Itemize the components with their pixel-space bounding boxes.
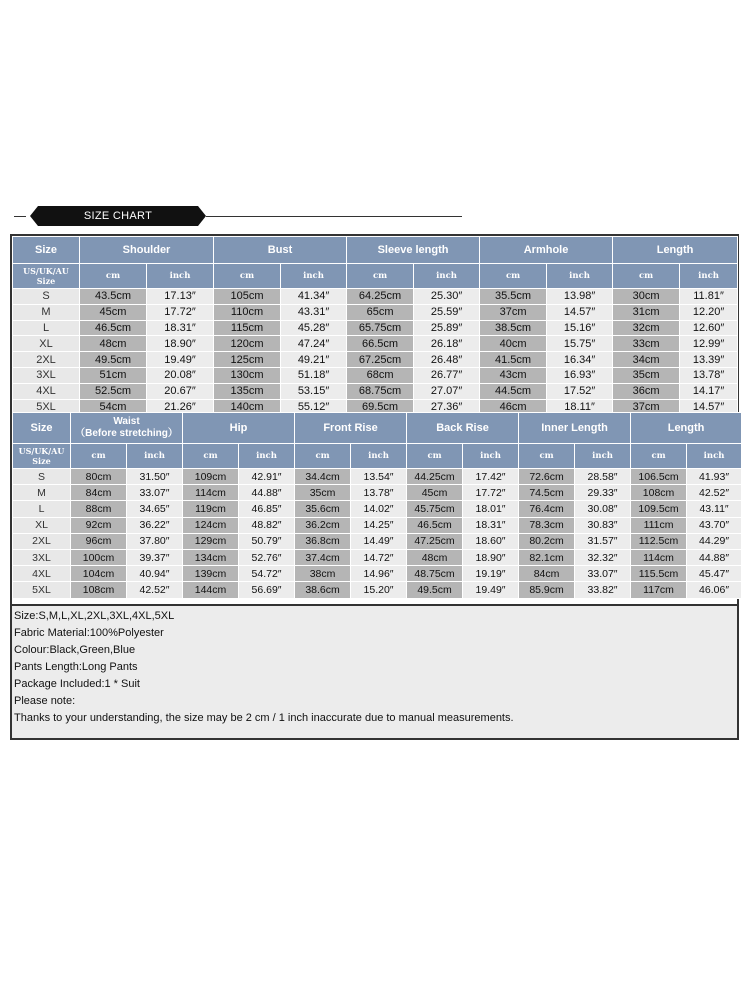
cm-value-cell: 68.75cm	[347, 383, 414, 399]
measurement-header: Bust	[214, 237, 347, 264]
banner-trail-line	[206, 216, 462, 217]
cm-value-cell: 109.5cm	[631, 501, 687, 517]
inch-value-cell: 25.30″	[414, 289, 480, 305]
size-header: Size	[13, 413, 71, 444]
table-row	[13, 469, 742, 485]
inch-value-cell: 20.08″	[147, 367, 214, 383]
inch-value-cell: 41.93″	[687, 469, 742, 485]
inch-value-cell: 45.47″	[687, 566, 742, 582]
inch-value-cell: 14.72″	[351, 549, 407, 565]
inch-value-cell: 43.70″	[687, 517, 742, 533]
cm-value-cell: 47.25cm	[407, 533, 463, 549]
table-row	[13, 485, 742, 501]
size-cell: S	[13, 469, 71, 485]
unit-cm-header: cm	[214, 264, 281, 289]
inch-value-cell: 45.28″	[281, 320, 347, 336]
unit-cm-header: cm	[613, 264, 680, 289]
size-cell: 2XL	[13, 533, 71, 549]
inch-value-cell: 50.79″	[239, 533, 295, 549]
inch-value-cell: 31.50″	[127, 469, 183, 485]
unit-cm-header: cm	[407, 444, 463, 469]
inch-value-cell: 36.22″	[127, 517, 183, 533]
inch-value-cell: 25.89″	[414, 320, 480, 336]
cm-value-cell: 36.8cm	[295, 533, 351, 549]
cm-value-cell: 134cm	[183, 549, 239, 565]
measurement-header-line: Length	[667, 422, 705, 434]
cm-value-cell: 35cm	[295, 485, 351, 501]
cm-value-cell: 96cm	[71, 533, 127, 549]
inch-value-cell: 21.26″	[147, 399, 214, 415]
inch-value-cell: 17.13″	[147, 289, 214, 305]
measurement-header	[183, 413, 295, 444]
size-cell: 4XL	[13, 383, 80, 399]
cm-value-cell: 100cm	[71, 549, 127, 565]
cm-value-cell: 104cm	[71, 566, 127, 582]
cm-value-cell: 120cm	[214, 336, 281, 352]
inch-value-cell: 18.31″	[463, 517, 519, 533]
cm-value-cell: 38.5cm	[480, 320, 547, 336]
banner-lead-line	[14, 216, 26, 217]
size-cell: XL	[13, 517, 71, 533]
unit-inch-header: inch	[687, 444, 742, 469]
cm-value-cell: 48cm	[80, 336, 147, 352]
size-cell: 3XL	[13, 549, 71, 565]
top-size-table	[12, 236, 738, 415]
inch-value-cell: 43.11″	[687, 501, 742, 517]
cm-value-cell: 40cm	[480, 336, 547, 352]
cm-value-cell: 144cm	[183, 582, 239, 598]
cm-value-cell: 117cm	[631, 582, 687, 598]
cm-value-cell: 68cm	[347, 367, 414, 383]
measurement-header	[71, 413, 183, 444]
cm-value-cell: 115.5cm	[631, 566, 687, 582]
cm-value-cell: 41.5cm	[480, 352, 547, 368]
inch-value-cell: 14.17″	[680, 383, 738, 399]
unit-inch-header: inch	[680, 264, 738, 289]
inch-value-cell: 56.69″	[239, 582, 295, 598]
cm-value-cell: 140cm	[214, 399, 281, 415]
cm-value-cell: 35.6cm	[295, 501, 351, 517]
table-row	[13, 549, 742, 565]
inch-value-cell: 25.59″	[414, 304, 480, 320]
inch-value-cell: 53.15″	[281, 383, 347, 399]
inch-value-cell: 44.88″	[687, 549, 742, 565]
inch-value-cell: 27.07″	[414, 383, 480, 399]
table-row	[13, 289, 738, 305]
cm-value-cell: 34.4cm	[295, 469, 351, 485]
cm-value-cell: 125cm	[214, 352, 281, 368]
inch-value-cell: 37.80″	[127, 533, 183, 549]
cm-value-cell: 49.5cm	[80, 352, 147, 368]
inch-value-cell: 44.29″	[687, 533, 742, 549]
unit-cm-header: cm	[347, 264, 414, 289]
note-line: Package Included:1 * Suit	[14, 678, 140, 690]
unit-inch-header: inch	[281, 264, 347, 289]
cm-value-cell: 31cm	[613, 304, 680, 320]
unit-inch-header: inch	[351, 444, 407, 469]
cm-value-cell: 43.5cm	[80, 289, 147, 305]
inch-value-cell: 28.58″	[575, 469, 631, 485]
cm-value-cell: 52.5cm	[80, 383, 147, 399]
inch-value-cell: 26.48″	[414, 352, 480, 368]
measurement-header-line: Waist	[113, 416, 140, 427]
cm-value-cell: 108cm	[71, 582, 127, 598]
table-row	[13, 336, 738, 352]
cm-value-cell: 92cm	[71, 517, 127, 533]
inch-value-cell: 29.33″	[575, 485, 631, 501]
inch-value-cell: 33.07″	[575, 566, 631, 582]
measurement-header	[519, 413, 631, 444]
inch-value-cell: 14.57″	[680, 399, 738, 415]
inch-value-cell: 44.88″	[239, 485, 295, 501]
cm-value-cell: 37cm	[613, 399, 680, 415]
cm-value-cell: 45.75cm	[407, 501, 463, 517]
measurement-header: Sleeve length	[347, 237, 480, 264]
inch-value-cell: 48.82″	[239, 517, 295, 533]
measurement-header	[631, 413, 742, 444]
cm-value-cell: 45cm	[80, 304, 147, 320]
unit-header-row	[13, 444, 742, 469]
size-cell: L	[13, 320, 80, 336]
measurement-header-line: Back Rise	[436, 422, 489, 434]
inch-value-cell: 15.16″	[547, 320, 613, 336]
note-line: Fabric Material:100%Polyester	[14, 627, 164, 639]
cm-value-cell: 54cm	[80, 399, 147, 415]
cm-value-cell: 69.5cm	[347, 399, 414, 415]
cm-value-cell: 34cm	[613, 352, 680, 368]
cm-value-cell: 88cm	[71, 501, 127, 517]
note-line: Thanks to your understanding, the size may be 2 cm / 1 inch inaccurate due to manual measurements.	[14, 712, 514, 724]
inch-value-cell: 41.34″	[281, 289, 347, 305]
inch-value-cell: 18.11″	[547, 399, 613, 415]
note-line: Pants Length:Long Pants	[14, 661, 138, 673]
unit-cm-header: cm	[519, 444, 575, 469]
cm-value-cell: 74.5cm	[519, 485, 575, 501]
size-chart-banner	[14, 204, 454, 230]
cm-value-cell: 65cm	[347, 304, 414, 320]
size-chart-title: SIZE CHART	[38, 206, 198, 226]
note-line: Please note:	[14, 695, 76, 707]
cm-value-cell: 112.5cm	[631, 533, 687, 549]
inch-value-cell: 31.57″	[575, 533, 631, 549]
size-cell: S	[13, 289, 80, 305]
table-row	[13, 566, 742, 582]
measurement-header-line: Front Rise	[323, 422, 378, 434]
inch-value-cell: 12.60″	[680, 320, 738, 336]
inch-value-cell: 12.99″	[680, 336, 738, 352]
unit-inch-header: inch	[575, 444, 631, 469]
table-row	[13, 517, 742, 533]
cm-value-cell: 35cm	[613, 367, 680, 383]
inch-value-cell: 17.72″	[147, 304, 214, 320]
inch-value-cell: 18.31″	[147, 320, 214, 336]
cm-value-cell: 124cm	[183, 517, 239, 533]
inch-value-cell: 14.96″	[351, 566, 407, 582]
inch-value-cell: 13.98″	[547, 289, 613, 305]
measurement-header-line: Inner Length	[541, 422, 608, 434]
cm-value-cell: 36.2cm	[295, 517, 351, 533]
cm-value-cell: 30cm	[613, 289, 680, 305]
inch-value-cell: 16.34″	[547, 352, 613, 368]
measurement-header-line: （Before stretching）	[75, 428, 178, 439]
cm-value-cell: 82.1cm	[519, 549, 575, 565]
cm-value-cell: 114cm	[183, 485, 239, 501]
cm-value-cell: 76.4cm	[519, 501, 575, 517]
cm-value-cell: 130cm	[214, 367, 281, 383]
inch-value-cell: 52.76″	[239, 549, 295, 565]
size-cell: 3XL	[13, 367, 80, 383]
inch-value-cell: 14.25″	[351, 517, 407, 533]
inch-value-cell: 14.02″	[351, 501, 407, 517]
unit-header-row	[13, 264, 738, 289]
inch-value-cell: 30.83″	[575, 517, 631, 533]
inch-value-cell: 51.18″	[281, 367, 347, 383]
table-header-row	[13, 413, 742, 444]
inch-value-cell: 17.72″	[463, 485, 519, 501]
product-notes	[12, 604, 737, 738]
cm-value-cell: 85.9cm	[519, 582, 575, 598]
size-region-label	[13, 264, 80, 289]
cm-value-cell: 65.75cm	[347, 320, 414, 336]
unit-cm-header: cm	[183, 444, 239, 469]
inch-value-cell: 15.20″	[351, 582, 407, 598]
cm-value-cell: 66.5cm	[347, 336, 414, 352]
cm-value-cell: 108cm	[631, 485, 687, 501]
unit-cm-header: cm	[295, 444, 351, 469]
inch-value-cell: 40.94″	[127, 566, 183, 582]
inch-value-cell: 13.78″	[680, 367, 738, 383]
inch-value-cell: 18.90″	[463, 549, 519, 565]
inch-value-cell: 13.39″	[680, 352, 738, 368]
cm-value-cell: 45cm	[407, 485, 463, 501]
cm-value-cell: 48.75cm	[407, 566, 463, 582]
cm-value-cell: 51cm	[80, 367, 147, 383]
inch-value-cell: 26.18″	[414, 336, 480, 352]
unit-inch-header: inch	[414, 264, 480, 289]
cm-value-cell: 49.5cm	[407, 582, 463, 598]
inch-value-cell: 18.60″	[463, 533, 519, 549]
unit-cm-header: cm	[480, 264, 547, 289]
inch-value-cell: 33.82″	[575, 582, 631, 598]
cm-value-cell: 46.5cm	[80, 320, 147, 336]
inch-value-cell: 39.37″	[127, 549, 183, 565]
cm-value-cell: 84cm	[71, 485, 127, 501]
inch-value-cell: 34.65″	[127, 501, 183, 517]
cm-value-cell: 48cm	[407, 549, 463, 565]
cm-value-cell: 84cm	[519, 566, 575, 582]
cm-value-cell: 139cm	[183, 566, 239, 582]
inch-value-cell: 14.57″	[547, 304, 613, 320]
inch-value-cell: 47.24″	[281, 336, 347, 352]
cm-value-cell: 44.5cm	[480, 383, 547, 399]
inch-value-cell: 19.49″	[463, 582, 519, 598]
inch-value-cell: 18.01″	[463, 501, 519, 517]
table-row	[13, 352, 738, 368]
inch-value-cell: 54.72″	[239, 566, 295, 582]
unit-inch-header: inch	[239, 444, 295, 469]
cm-value-cell: 80cm	[71, 469, 127, 485]
table-header-row	[13, 237, 738, 264]
unit-cm-header: cm	[631, 444, 687, 469]
size-region-label-line: Size	[36, 276, 56, 286]
cm-value-cell: 46.5cm	[407, 517, 463, 533]
inch-value-cell: 20.67″	[147, 383, 214, 399]
measurement-header: Armhole	[480, 237, 613, 264]
inch-value-cell: 46.85″	[239, 501, 295, 517]
table-row	[13, 304, 738, 320]
note-line: Size:S,M,L,XL,2XL,3XL,4XL,5XL	[14, 610, 175, 622]
cm-value-cell: 37.4cm	[295, 549, 351, 565]
inch-value-cell: 26.77″	[414, 367, 480, 383]
inch-value-cell: 17.42″	[463, 469, 519, 485]
inch-value-cell: 11.81″	[680, 289, 738, 305]
inch-value-cell: 16.93″	[547, 367, 613, 383]
note-line: Colour:Black,Green,Blue	[14, 644, 136, 656]
size-cell: M	[13, 304, 80, 320]
inch-value-cell: 30.08″	[575, 501, 631, 517]
cm-value-cell: 37cm	[480, 304, 547, 320]
cm-value-cell: 38cm	[295, 566, 351, 582]
unit-inch-header: inch	[547, 264, 613, 289]
unit-cm-header: cm	[80, 264, 147, 289]
measurement-header: Length	[613, 237, 738, 264]
size-region-label	[13, 444, 71, 469]
table-row	[13, 501, 742, 517]
inch-value-cell: 14.49″	[351, 533, 407, 549]
unit-inch-header: inch	[463, 444, 519, 469]
inch-value-cell: 19.19″	[463, 566, 519, 582]
cm-value-cell: 78.3cm	[519, 517, 575, 533]
inch-value-cell: 19.49″	[147, 352, 214, 368]
cm-value-cell: 35.5cm	[480, 289, 547, 305]
inch-value-cell: 17.52″	[547, 383, 613, 399]
cm-value-cell: 115cm	[214, 320, 281, 336]
inch-value-cell: 42.91″	[239, 469, 295, 485]
cm-value-cell: 119cm	[183, 501, 239, 517]
cm-value-cell: 33cm	[613, 336, 680, 352]
inch-value-cell: 46.06″	[687, 582, 742, 598]
cm-value-cell: 67.25cm	[347, 352, 414, 368]
inch-value-cell: 43.31″	[281, 304, 347, 320]
measurement-header-line: Hip	[229, 422, 248, 434]
measurement-header	[407, 413, 519, 444]
size-cell: 5XL	[13, 399, 80, 415]
cm-value-cell: 32cm	[613, 320, 680, 336]
cm-value-cell: 38.6cm	[295, 582, 351, 598]
inch-value-cell: 33.07″	[127, 485, 183, 501]
inch-value-cell: 13.78″	[351, 485, 407, 501]
cm-value-cell: 109cm	[183, 469, 239, 485]
cm-value-cell: 105cm	[214, 289, 281, 305]
unit-cm-header: cm	[71, 444, 127, 469]
size-cell: 4XL	[13, 566, 71, 582]
inch-value-cell: 49.21″	[281, 352, 347, 368]
size-chart-frame	[10, 234, 739, 740]
unit-inch-header: inch	[127, 444, 183, 469]
table-row	[13, 367, 738, 383]
cm-value-cell: 106.5cm	[631, 469, 687, 485]
inch-value-cell: 27.36″	[414, 399, 480, 415]
size-cell: XL	[13, 336, 80, 352]
table-row	[13, 533, 742, 549]
measurement-header: Shoulder	[80, 237, 214, 264]
cm-value-cell: 135cm	[214, 383, 281, 399]
size-region-label-line: US/UK/AU	[23, 266, 69, 276]
size-cell: L	[13, 501, 71, 517]
cm-value-cell: 44.25cm	[407, 469, 463, 485]
size-header: Size	[13, 237, 80, 264]
inch-value-cell: 32.32″	[575, 549, 631, 565]
cm-value-cell: 111cm	[631, 517, 687, 533]
cm-value-cell: 64.25cm	[347, 289, 414, 305]
unit-inch-header: inch	[147, 264, 214, 289]
size-cell: 5XL	[13, 582, 71, 598]
table-row	[13, 582, 742, 598]
bottom-size-table	[12, 412, 742, 599]
cm-value-cell: 43cm	[480, 367, 547, 383]
cm-value-cell: 80.2cm	[519, 533, 575, 549]
cm-value-cell: 36cm	[613, 383, 680, 399]
size-cell: 2XL	[13, 352, 80, 368]
measurement-header	[295, 413, 407, 444]
inch-value-cell: 42.52″	[687, 485, 742, 501]
inch-value-cell: 12.20″	[680, 304, 738, 320]
table-row	[13, 320, 738, 336]
inch-value-cell: 18.90″	[147, 336, 214, 352]
inch-value-cell: 42.52″	[127, 582, 183, 598]
inch-value-cell: 15.75″	[547, 336, 613, 352]
inch-value-cell: 13.54″	[351, 469, 407, 485]
size-region-label-line: Size	[32, 456, 51, 466]
size-region-label-line: US/UK/AU	[18, 446, 65, 456]
cm-value-cell: 129cm	[183, 533, 239, 549]
cm-value-cell: 46cm	[480, 399, 547, 415]
cm-value-cell: 72.6cm	[519, 469, 575, 485]
cm-value-cell: 110cm	[214, 304, 281, 320]
cm-value-cell: 114cm	[631, 549, 687, 565]
table-row	[13, 383, 738, 399]
size-cell: M	[13, 485, 71, 501]
inch-value-cell: 55.12″	[281, 399, 347, 415]
